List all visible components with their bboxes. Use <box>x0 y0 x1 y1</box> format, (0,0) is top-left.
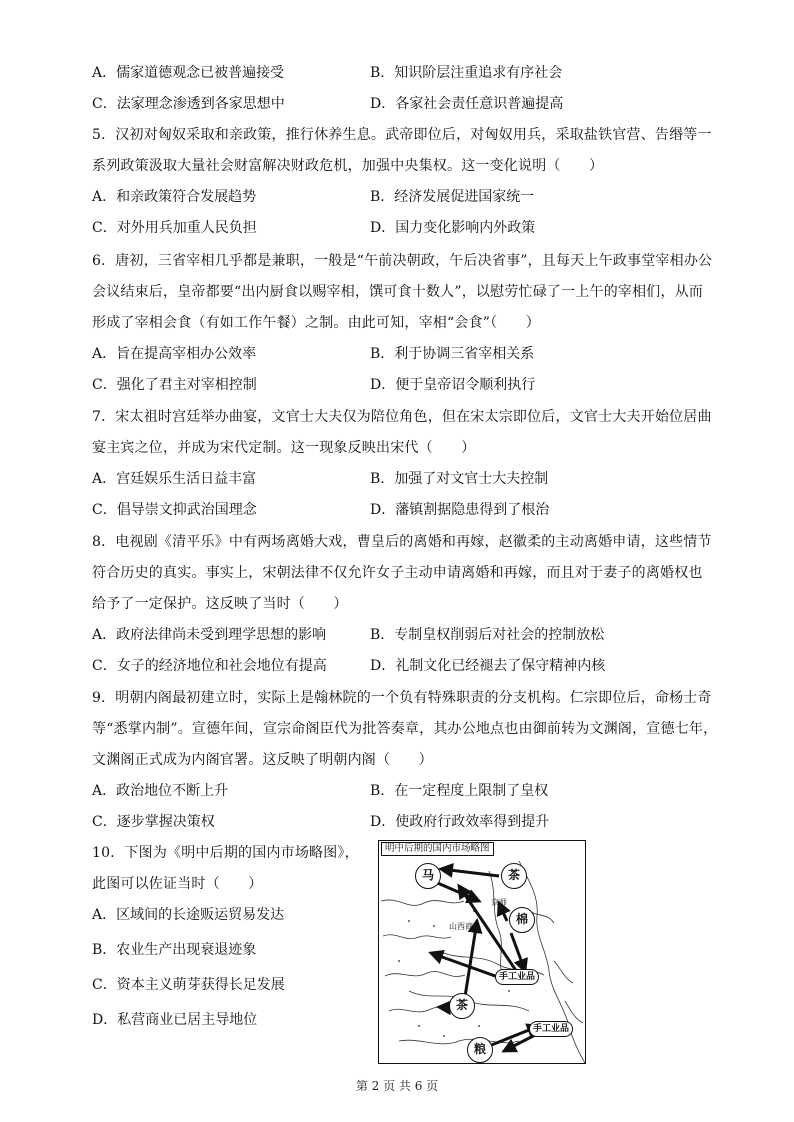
q9-option-b[interactable]: B．在一定程度上限制了皇权 <box>370 783 549 799</box>
map-title: 明中后期的国内市场略图 <box>381 842 494 856</box>
q10-option-b[interactable]: B．农业生产出现衰退迹象 <box>92 942 257 958</box>
q10-stem-line2: 此图可以佐证当时（ ） <box>92 876 263 892</box>
q7-option-c[interactable]: C．倡导崇文抑武治国理念 <box>92 502 257 518</box>
page-number-footer: 第 2 页 共 6 页 <box>355 1079 439 1093</box>
q9-option-c[interactable]: C．逐步掌握决策权 <box>92 814 215 830</box>
map-node-horse-label: 马 <box>421 868 434 882</box>
q5-option-d[interactable]: D．国力变化影响内外政策 <box>370 220 536 236</box>
q7-option-d[interactable]: D．藩镇割据隐患得到了根治 <box>370 502 550 518</box>
map-label-shanxi-merchants: 山西商人 <box>449 922 481 931</box>
q6-stem-line3: 形成了宰相会食（有如工作午餐）之制。由此可知，宰相“会食”（ ） <box>92 315 540 331</box>
q7-option-a[interactable]: A．宫廷娱乐生活日益丰富 <box>92 471 257 487</box>
q8-stem-line3: 给予了一定保护。这反映了当时（ ） <box>92 596 348 612</box>
q5-stem-line2: 系列政策汲取大量社会财富解决财政危机，加强中央集权。这一变化说明（ ） <box>92 158 604 174</box>
map-node-handicraft-south-label: 手工业品 <box>533 1024 570 1034</box>
arrow-horse-to-capital <box>433 881 479 901</box>
q6-option-a[interactable]: A．旨在提高宰相办公效率 <box>92 346 257 362</box>
q8-stem-line2: 符合历史的真实。事实上，宋朝法律不仅允许女子主动申请离婚和再嫁，而且对于妻子的离婚权也 <box>92 565 703 581</box>
q8-option-b[interactable]: B．专制皇权削弱后对社会的控制放松 <box>370 627 605 643</box>
arrow-tea-to-shanxi <box>464 921 477 1003</box>
map-node-tea-south-label: 茶 <box>455 998 468 1012</box>
q9-option-a[interactable]: A．政治地位不断上升 <box>92 783 229 799</box>
q7-option-b[interactable]: B．加强了对文官士大夫控制 <box>370 471 549 487</box>
q8-option-d[interactable]: D．礼制文化已经褪去了保守精神内核 <box>370 658 606 674</box>
q4-option-c[interactable]: C．法家理念渗透到各家思想中 <box>92 96 285 112</box>
q6-option-b[interactable]: B．利于协调三省宰相关系 <box>370 346 535 362</box>
q4-option-d[interactable]: D．各家社会责任意识普遍提高 <box>370 96 564 112</box>
q5-option-b[interactable]: B．经济发展促进国家统一 <box>370 189 535 205</box>
q7-stem-line2: 宴主宾之位，并成为宋代定制。这一现象反映出宋代（ ） <box>92 440 476 456</box>
map-node-handicraft-east <box>495 969 539 985</box>
q9-option-d[interactable]: D．使政府行政效率得到提升 <box>370 814 550 830</box>
q7-stem-line1: 7．宋太祖时宫廷举办曲宴，文官士大夫仅为陪位角色，但在宋太宗即位后，文官士大夫开始位居曲 <box>92 409 712 425</box>
q9-stem-line2: 等“悉掌内制”。宣德年间，宣宗命阁臣代为批答奏章，其办公地点也由御前转为文渊阁，宣德七年， <box>92 721 718 737</box>
map-node-grain <box>467 1037 493 1063</box>
q8-option-c[interactable]: C．女子的经济地位和社会地位有提高 <box>92 658 327 674</box>
q4-option-b[interactable]: B．知识阶层注重追求有序社会 <box>370 65 563 81</box>
map-node-cotton-label: 棉 <box>515 912 528 926</box>
q5-option-c[interactable]: C．对外用兵加重人民负担 <box>92 220 257 236</box>
q9-stem-line1: 9．明朝内阁最初建立时，实际上是翰林院的一个负有特殊职责的分支机构。仁宗即位后，命杨士奇 <box>92 690 712 706</box>
arrow-tea-to-horse <box>441 869 499 876</box>
q6-option-c[interactable]: C．强化了君主对宰相控制 <box>92 377 257 393</box>
map-node-tea-north-label: 茶 <box>507 868 520 882</box>
q10-stem-line1: 10．下图为《明中后期的国内市场略图》， <box>92 845 359 861</box>
market-map-figure <box>378 840 586 1064</box>
q9-stem-line3: 文渊阁正式成为内阁官署。这反映了明朝内阁（ ） <box>92 752 433 768</box>
q6-stem-line2: 会议结束后，皇帝都要“出内厨食以赐宰相，馔可食十数人”，以慰劳忙碌了一上午的宰相们，从而 <box>92 284 704 300</box>
map-label-capital: 京师 <box>491 898 507 907</box>
q8-option-a[interactable]: A．政府法律尚未受到理学思想的影响 <box>92 627 327 643</box>
map-node-cotton <box>509 907 535 933</box>
map-node-grain-label: 粮 <box>473 1042 486 1056</box>
q6-option-d[interactable]: D．便于皇帝诏令顺利执行 <box>370 377 536 393</box>
map-node-tea-north <box>501 863 527 889</box>
trade-route-arrows <box>431 869 539 1051</box>
q4-option-a[interactable]: A．儒家道德观念已被普遍接受 <box>92 65 285 81</box>
q10-option-a[interactable]: A．区域间的长途贩运贸易发达 <box>92 907 285 923</box>
q10-option-c[interactable]: C．资本主义萌芽获得长足发展 <box>92 977 285 993</box>
map-node-horse <box>415 863 441 889</box>
q5-stem-line1: 5．汉初对匈奴采取和亲政策，推行休养生息。武帝即位后，对匈奴用兵，采取盐铁官营、告缗等一 <box>92 127 712 143</box>
q10-option-d[interactable]: D．私营商业已居主导地位 <box>92 1012 258 1028</box>
q8-stem-line1: 8．电视剧《清平乐》中有两场离婚大戏，曹皇后的离婚和再嫁，赵徽柔的主动离婚申请，这些情节 <box>92 534 712 550</box>
q6-stem-line1: 6．唐初，三省宰相几乎都是兼职，一般是“午前决朝政，午后决省事”，且每天上午政事堂宰相办公 <box>92 253 713 269</box>
map-node-tea-south <box>449 993 475 1019</box>
q5-option-a[interactable]: A．和亲政策符合发展趋势 <box>92 189 257 205</box>
map-node-handicraft-south <box>529 1021 573 1037</box>
map-node-handicraft-east-label: 手工业品 <box>499 972 536 982</box>
